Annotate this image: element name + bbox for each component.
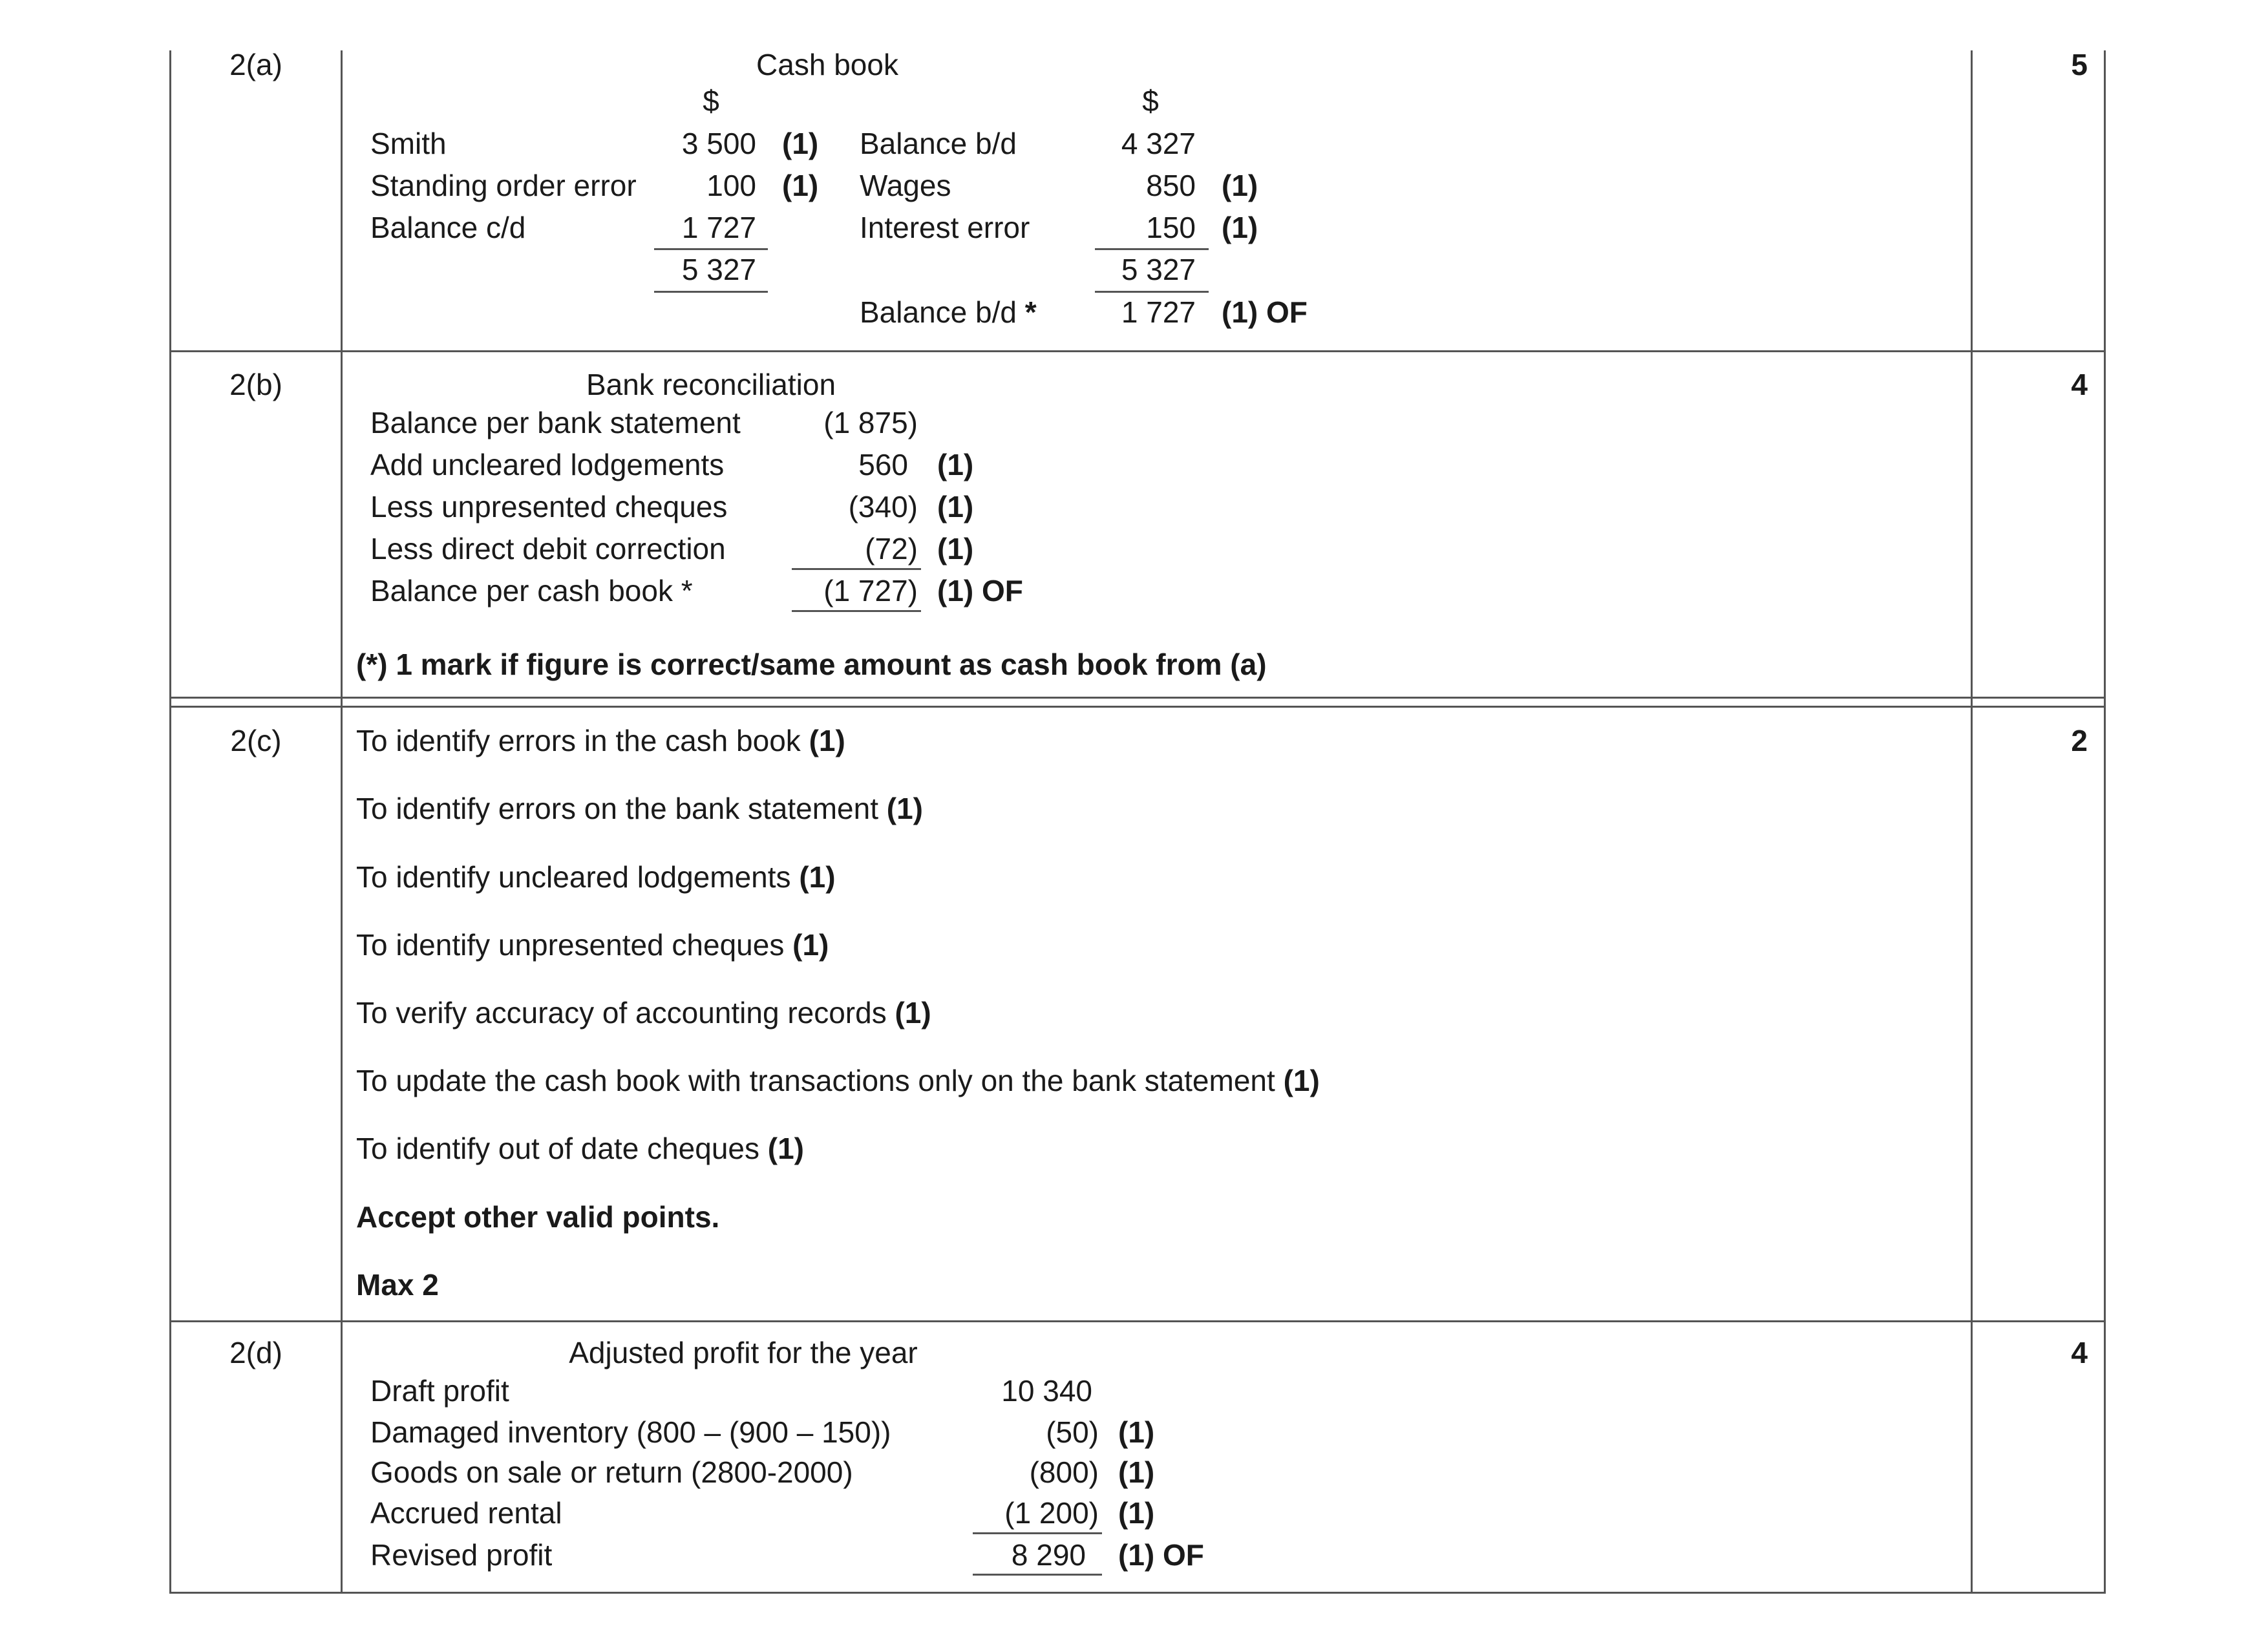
total-rule: [654, 291, 768, 293]
answer-point-text: To verify accuracy of accounting records: [356, 996, 887, 1030]
profit-item-amount: (1 200): [1004, 1496, 1099, 1530]
answer-point-mark: (1): [792, 928, 829, 962]
debit-entry-name: Smith: [370, 127, 447, 160]
reconciliation-item-mark: (1): [937, 532, 974, 565]
reconciliation-item-amount: (340): [848, 490, 918, 523]
reconciliation-item-name: Less direct debit correction: [370, 532, 726, 565]
reconciliation-item-amount: (72): [865, 532, 918, 565]
marks-value: 5: [2071, 48, 2088, 81]
total-rule: [1095, 248, 1209, 250]
credit-entry-mark: (1): [1222, 211, 1258, 244]
profit-item-name: Goods on sale or return (2800-2000): [370, 1455, 853, 1489]
grid-question-divider: [341, 50, 343, 1594]
marking-note: (*) 1 mark if figure is correct/same amount as cash book from (a): [356, 648, 1267, 681]
balance-bd-line: [860, 294, 1037, 330]
marks-value: 4: [2071, 1336, 2088, 1369]
bank-reconciliation-title: Bank reconciliation: [586, 368, 836, 401]
reconciliation-item-mark: (1): [937, 448, 974, 481]
grid-row-divider: [169, 697, 2106, 699]
credit-entry-name: Balance b/d: [860, 127, 1017, 160]
answer-point-mark: (1): [767, 1132, 805, 1165]
credit-entry-amount: 150: [1146, 211, 1196, 244]
answer-point-mark: (1): [895, 996, 931, 1030]
reconciliation-item-mark: (1): [937, 490, 974, 523]
answer-point: [356, 859, 836, 895]
subtotal-rule: [973, 1532, 1102, 1534]
total-rule: [973, 1574, 1102, 1576]
adjusted-profit-title: Adjusted profit for the year: [569, 1336, 918, 1369]
answer-point-mark: (1): [799, 860, 836, 894]
subtotal-rule: [792, 568, 921, 570]
dollar-header-right: $: [1142, 84, 1159, 118]
debit-entry-amount: 1 727: [681, 211, 756, 244]
answer-point: [356, 723, 845, 759]
answer-point-text: To identify errors on the bank statement: [356, 792, 878, 825]
question-label: 2(b): [229, 368, 282, 401]
reconciliation-item-name: Balance per bank statement: [370, 406, 741, 439]
profit-item-mark: (1): [1118, 1455, 1155, 1489]
credit-entry-amount: 4 327: [1121, 127, 1196, 160]
debit-entry-name: Balance c/d: [370, 211, 526, 244]
answer-point: [356, 1130, 804, 1167]
debit-entry-amount: 3 500: [681, 127, 756, 160]
accept-other-note: Accept other valid points.: [356, 1200, 720, 1234]
credit-entry-amount: 850: [1146, 169, 1196, 202]
debit-entry-amount: 100: [706, 169, 756, 202]
grid-bottom-border: [169, 1592, 2106, 1594]
answer-point-text: To update the cash book with transactions only on the bank statement: [356, 1064, 1275, 1097]
debit-entry-mark: (1): [782, 169, 819, 202]
reconciliation-item-amount: (1 875): [823, 406, 918, 439]
profit-item-mark: (1): [1118, 1496, 1155, 1530]
balance-bd-star: *: [1024, 295, 1037, 329]
balance-bd-amount: 1 727: [1121, 295, 1196, 329]
marks-value: 4: [2071, 368, 2088, 401]
grid-row-divider: [169, 706, 2106, 708]
debit-total: 5 327: [681, 253, 756, 286]
total-rule: [1095, 291, 1209, 293]
question-label: 2(c): [230, 724, 282, 757]
question-label: 2(a): [229, 48, 282, 81]
reconciliation-item-name: Less unpresented cheques: [370, 490, 728, 523]
grid-marks-divider: [1971, 50, 1973, 1594]
profit-item-amount: 8 290: [1011, 1538, 1086, 1572]
balance-bd-mark: (1) OF: [1222, 295, 1308, 329]
profit-item-amount: (800): [1029, 1455, 1099, 1489]
answer-point-mark: (1): [886, 792, 924, 825]
grid-row-divider: [169, 350, 2106, 352]
reconciliation-item-name: Balance per cash book *: [370, 574, 693, 607]
grid-row-divider: [169, 1320, 2106, 1322]
answer-point-mark: (1): [1283, 1064, 1320, 1097]
profit-item-amount: (50): [1046, 1415, 1099, 1449]
answer-point: [356, 927, 829, 963]
answer-point-text: To identify errors in the cash book: [356, 724, 801, 757]
profit-item-name: Accrued rental: [370, 1496, 562, 1530]
answer-point-text: To identify unpresented cheques: [356, 928, 785, 962]
debit-entry-name: Standing order error: [370, 169, 637, 202]
grid-right-border: [2104, 50, 2106, 1594]
reconciliation-item-amount: 560: [858, 448, 908, 481]
total-rule: [654, 248, 768, 250]
credit-total: 5 327: [1121, 253, 1196, 286]
profit-item-name: Revised profit: [370, 1538, 553, 1572]
answer-point: [356, 995, 931, 1031]
debit-entry-mark: (1): [782, 127, 819, 160]
reconciliation-item-mark: (1) OF: [937, 574, 1023, 607]
answer-point: [356, 790, 923, 827]
answer-point: [356, 1062, 1320, 1099]
credit-entry-name: Interest error: [860, 211, 1030, 244]
answer-point-text: To identify out of date cheques: [356, 1132, 759, 1165]
credit-entry-mark: (1): [1222, 169, 1258, 202]
answer-point-mark: (1): [809, 724, 845, 757]
profit-item-mark: (1) OF: [1118, 1538, 1204, 1572]
profit-item-mark: (1): [1118, 1415, 1155, 1449]
reconciliation-item-amount: (1 727): [823, 574, 918, 607]
question-label: 2(d): [229, 1336, 282, 1369]
cash-book-title: Cash book: [756, 48, 898, 81]
reconciliation-item-name: Add uncleared lodgements: [370, 448, 725, 481]
balance-bd-label: Balance b/d: [860, 295, 1017, 329]
answer-point-text: To identify uncleared lodgements: [356, 860, 791, 894]
max-marks-note: Max 2: [356, 1268, 439, 1302]
marks-value: 2: [2071, 724, 2088, 757]
total-rule: [792, 610, 921, 612]
credit-entry-name: Wages: [860, 169, 951, 202]
profit-item-name: Damaged inventory (800 – (900 – 150)): [370, 1415, 891, 1449]
dollar-header-left: $: [703, 84, 719, 118]
profit-item-name: Draft profit: [370, 1374, 509, 1408]
profit-item-amount: 10 340: [1001, 1374, 1092, 1408]
